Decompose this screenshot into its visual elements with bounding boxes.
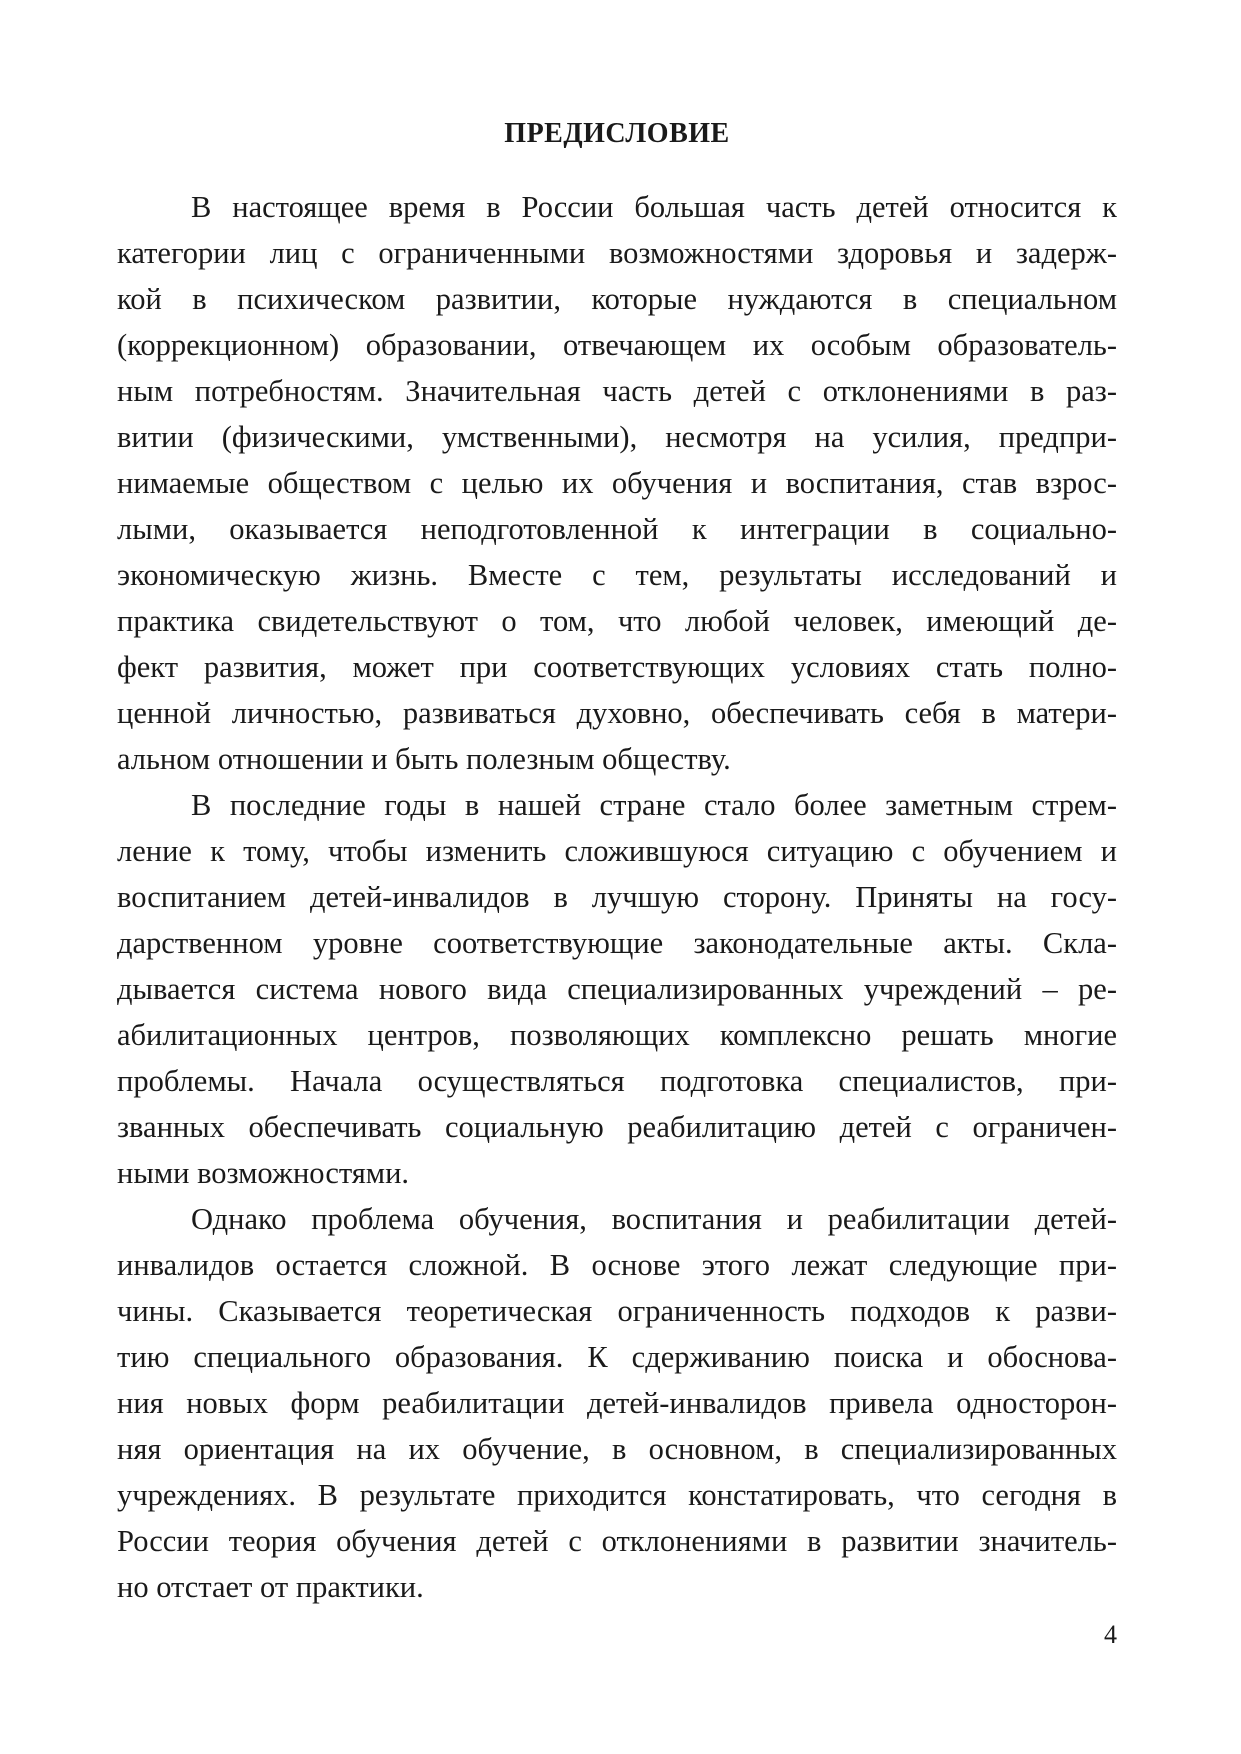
text-line: России теория обучения детей с отклонениями в развитии значитель- [117,1524,1117,1558]
body-text [117,184,1117,1610]
text-line: фект развития, может при соответствующих условиях стать полно- [117,650,1117,684]
paragraph-3 [117,1196,1117,1610]
text-line: Однако проблема обучения, воспитания и реабилитации детей- [191,1202,1117,1236]
text-line: но отстает от практики. [117,1570,424,1604]
paragraph-1 [117,184,1117,782]
text-line: категории лиц с ограниченными возможностями здоровья и задерж- [117,236,1117,270]
text-line: ценной личностью, развиваться духовно, обеспечивать себя в матери- [117,696,1117,730]
page-number: 4 [1104,1620,1117,1649]
text-line: практика свидетельствуют о том, что любой человек, имеющий де- [117,604,1117,638]
paragraph-2 [117,782,1117,1196]
text-line: ным потребностям. Значительная часть детей с отклонениями в раз- [117,374,1117,408]
page-title: ПРЕДИСЛОВИЕ [504,118,730,149]
text-line: званных обеспечивать социальную реабилитацию детей с ограничен- [117,1110,1117,1144]
text-line: ление к тому, чтобы изменить сложившуюся ситуацию с обучением и [117,834,1117,868]
text-line: В настоящее время в России большая часть детей относится к [191,190,1117,224]
text-line: чины. Сказывается теоретическая ограниченность подходов к разви- [117,1294,1117,1328]
text-line: абилитационных центров, позволяющих комплексно решать многие [117,1018,1117,1052]
text-line: нимаемые обществом с целью их обучения и воспитания, став взрос- [117,466,1117,500]
text-line: кой в психическом развитии, которые нуждаются в специальном [117,282,1117,316]
text-line: няя ориентация на их обучение, в основном, в специализированных [117,1432,1117,1466]
text-line: тию специального образования. К сдерживанию поиска и обоснова- [117,1340,1117,1374]
text-line: (коррекционном) образовании, отвечающем их особым образователь- [117,328,1117,362]
text-line: дывается система нового вида специализированных учреждений – ре- [117,972,1117,1006]
text-line: воспитанием детей-инвалидов в лучшую сторону. Приняты на госу- [117,880,1117,914]
text-line: альном отношении и быть полезным обществу. [117,742,731,776]
text-line: ния новых форм реабилитации детей-инвалидов привела односторон- [117,1386,1117,1420]
text-line: экономическую жизнь. Вместе с тем, результаты исследований и [117,558,1117,592]
text-line: лыми, оказывается неподготовленной к интеграции в социально- [117,512,1117,546]
text-line: дарственном уровне соответствующие законодательные акты. Скла- [117,926,1117,960]
text-line: В последние годы в нашей стране стало более заметным стрем- [191,788,1117,822]
text-line: витии (физическими, умственными), несмотря на усилия, предпри- [117,420,1117,454]
text-line: инвалидов остается сложной. В основе этого лежат следующие при- [117,1248,1117,1282]
text-line: учреждениях. В результате приходится констатировать, что сегодня в [117,1478,1117,1512]
text-line: проблемы. Начала осуществляться подготовка специалистов, при- [117,1064,1117,1098]
text-line: ными возможностями. [117,1156,410,1190]
